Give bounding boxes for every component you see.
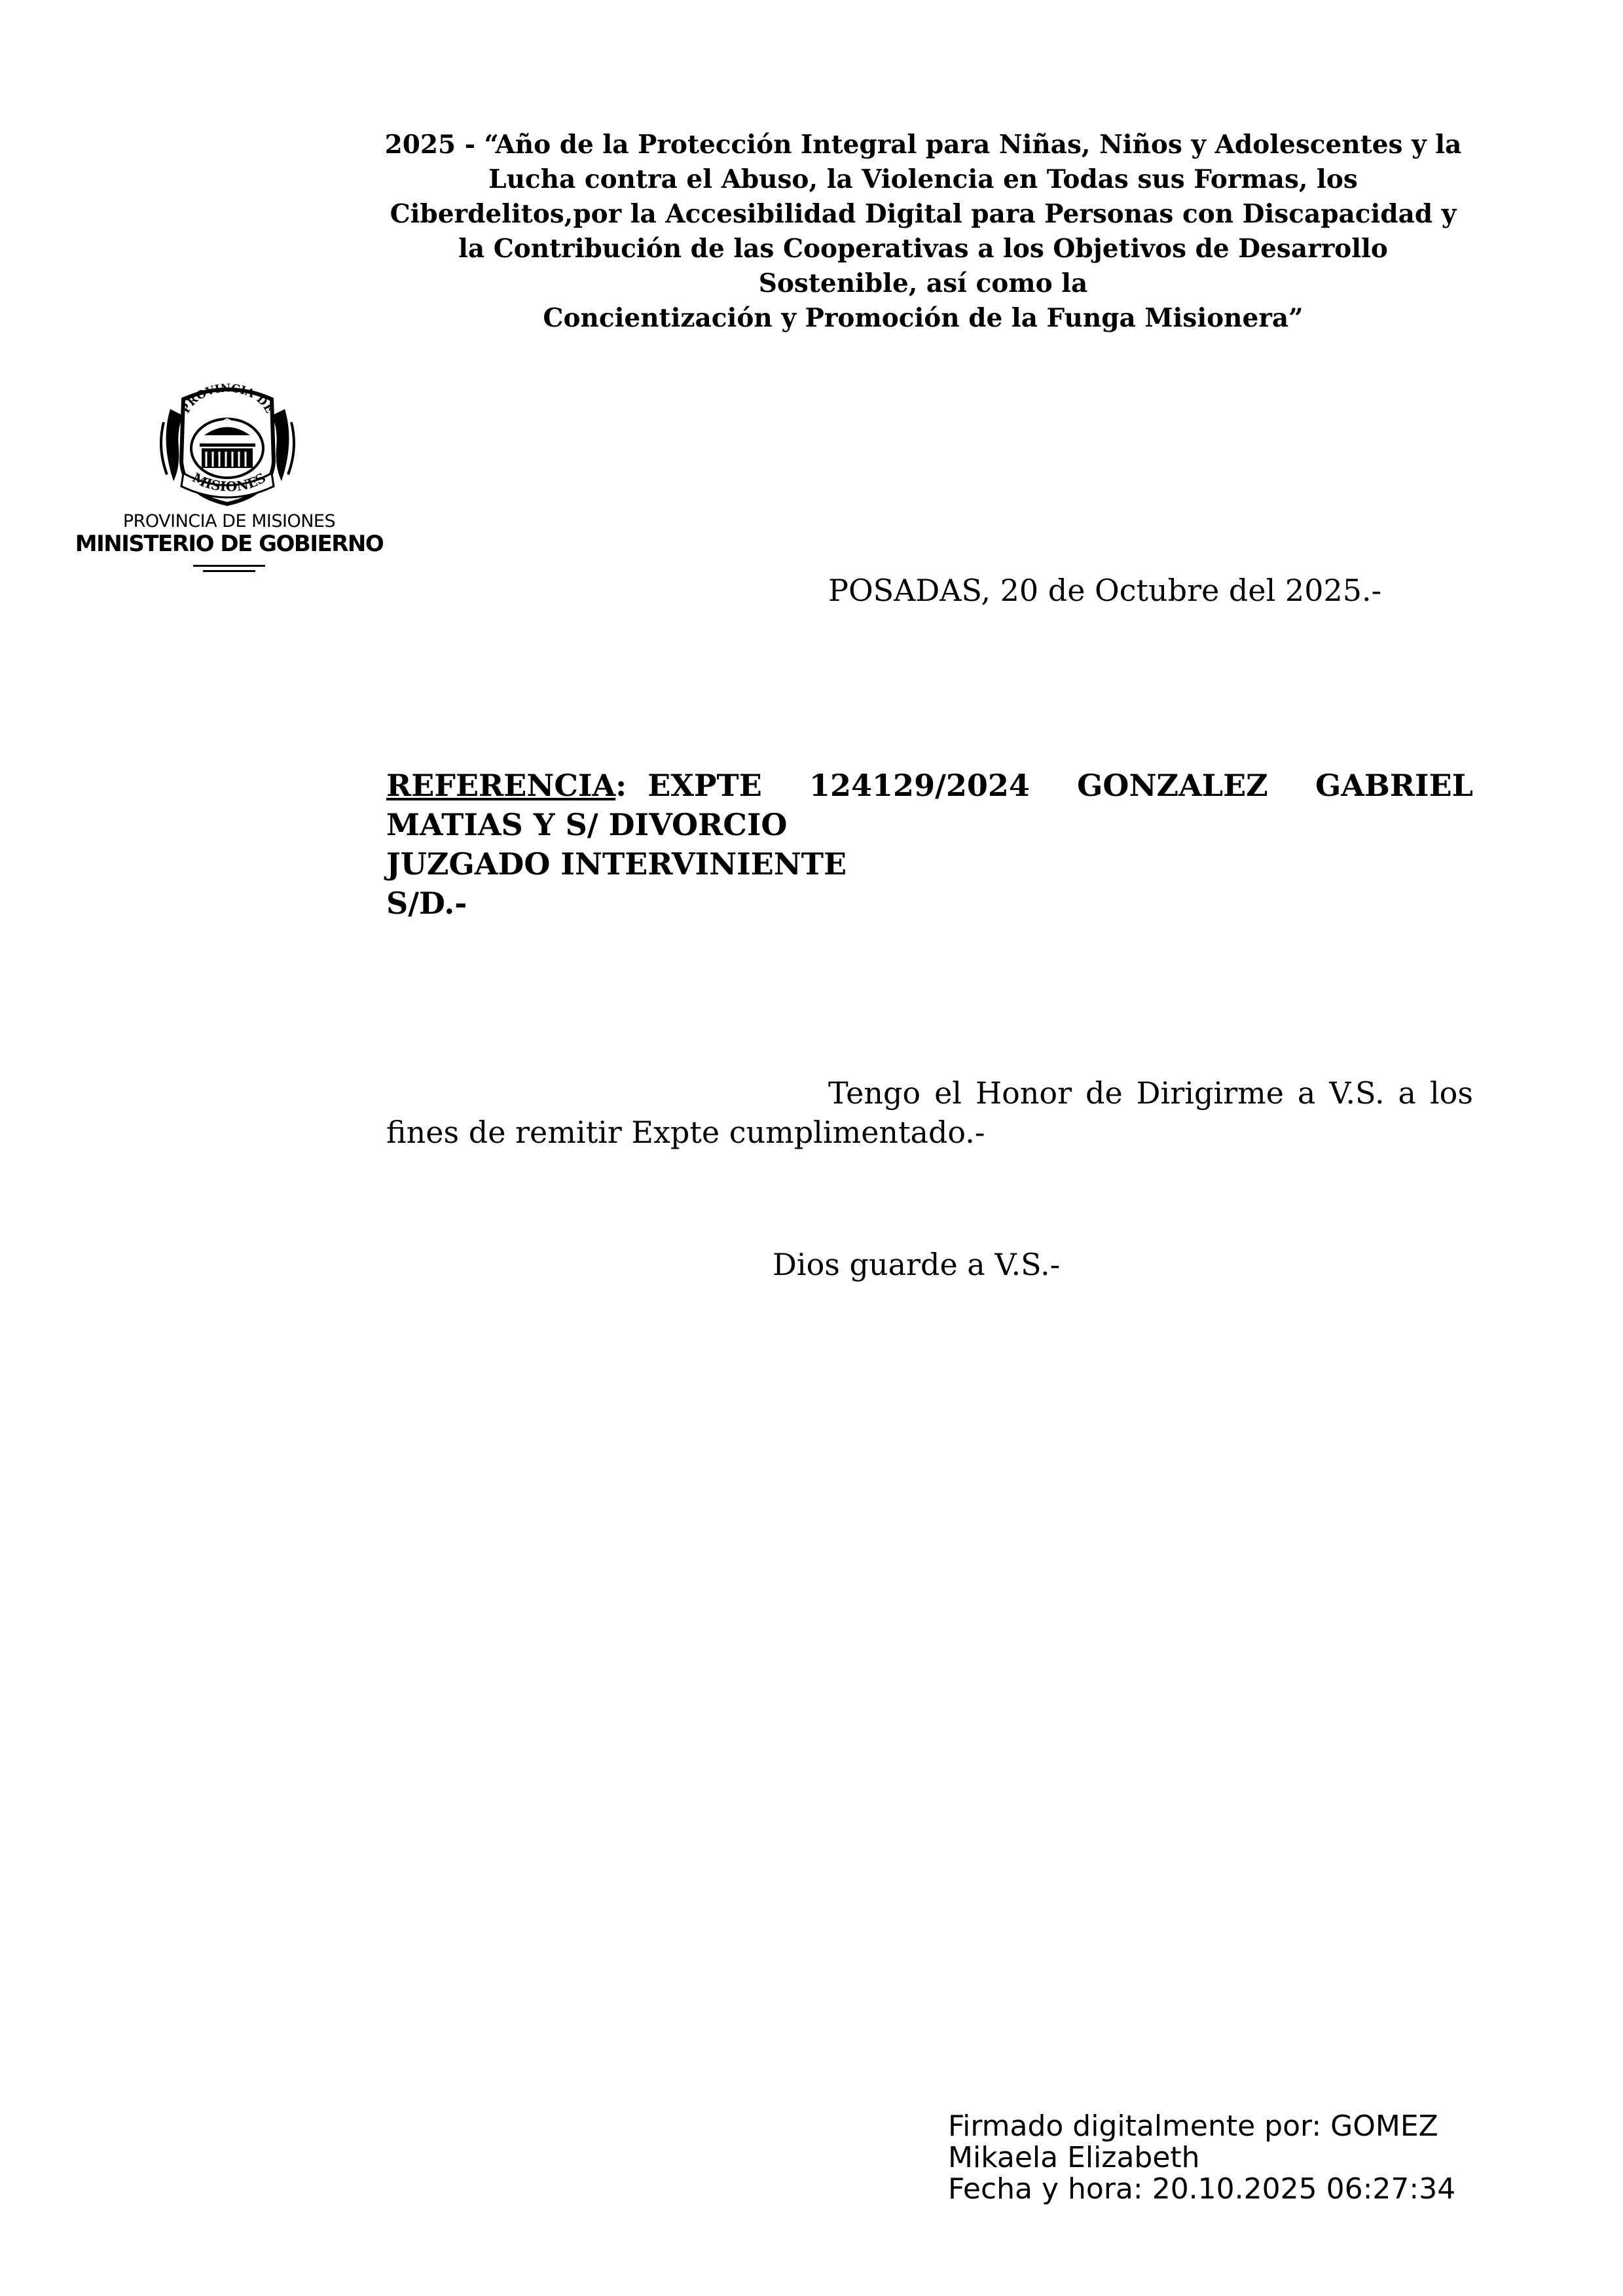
motto-line: Sostenible, así como la [758,268,1088,298]
body-word: V.S. [1329,1075,1385,1111]
logo-province-label: PROVINCIA DE MISIONES [122,511,336,531]
letter-body [386,1073,1473,1152]
motto-line: la Contribución de las Cooperativas a los Objetivos de Desarrollo [458,234,1388,264]
motto-line: Ciberdelitos,por la Accesibilidad Digital para Personas con Discapacidad y [390,199,1457,229]
body-word: a [1398,1075,1416,1111]
reference-word: GONZALEZ [1077,768,1268,803]
ministry-logo [72,383,386,579]
header-motto [367,128,1480,336]
closing-salutation: Dios guarde a V.S.- [773,1247,1061,1282]
reference-line: S/D.- [386,886,467,921]
motto-line: 2025 - “Año de la Protección Integral para Niñas, Niños y Adolescentes y la [384,130,1462,160]
body-word: Honor [975,1075,1072,1111]
logo-ministry-label: MINISTERIO DE GOBIERNO [75,531,384,557]
seal-text-top: PROVINCIA DE [179,383,276,416]
signature-line: Firmado digitalmente por: GOMEZ [948,2109,1438,2143]
document-date: POSADAS, 20 de Octubre del 2025.- [828,573,1382,608]
reference-line: JUZGADO INTERVINIENTE [386,846,847,882]
body-word: el [934,1075,962,1111]
reference-colon: : [615,768,627,803]
body-line: fines de remitir Expte cumplimentado.- [386,1115,985,1150]
reference-head [386,766,762,805]
reference-word: 124129/2024 [809,768,1030,803]
seal-text-bottom: MISIONES [190,469,269,495]
reference-line [386,766,1473,805]
body-word: de [1085,1075,1123,1111]
svg-text:PROVINCIA DE [179,383,276,416]
motto-line: Concientización y Promoción de la Funga Misionera” [543,303,1304,333]
logo-rule [203,570,255,572]
reference-block [386,766,1473,923]
body-word: a [1297,1075,1316,1111]
body-line [386,1073,1473,1113]
digital-signature [948,2111,1455,2205]
signature-line: Fecha y hora: 20.10.2025 06:27:34 [948,2172,1456,2206]
reference-word: EXPTE [647,768,762,803]
provincial-seal-icon [157,383,298,507]
signature-line: Mikaela Elizabeth [948,2141,1200,2174]
body-word: Dirigirme [1136,1075,1284,1111]
body-word: los [1429,1075,1473,1111]
body-word: Tengo [828,1075,921,1111]
logo-rule [193,565,265,567]
reference-line: MATIAS Y S/ DIVORCIO [386,807,788,842]
reference-word: GABRIEL [1315,768,1473,803]
motto-line: Lucha contra el Abuso, la Violencia en Todas sus Formas, los [488,164,1358,194]
reference-label: REFERENCIA [386,768,616,803]
